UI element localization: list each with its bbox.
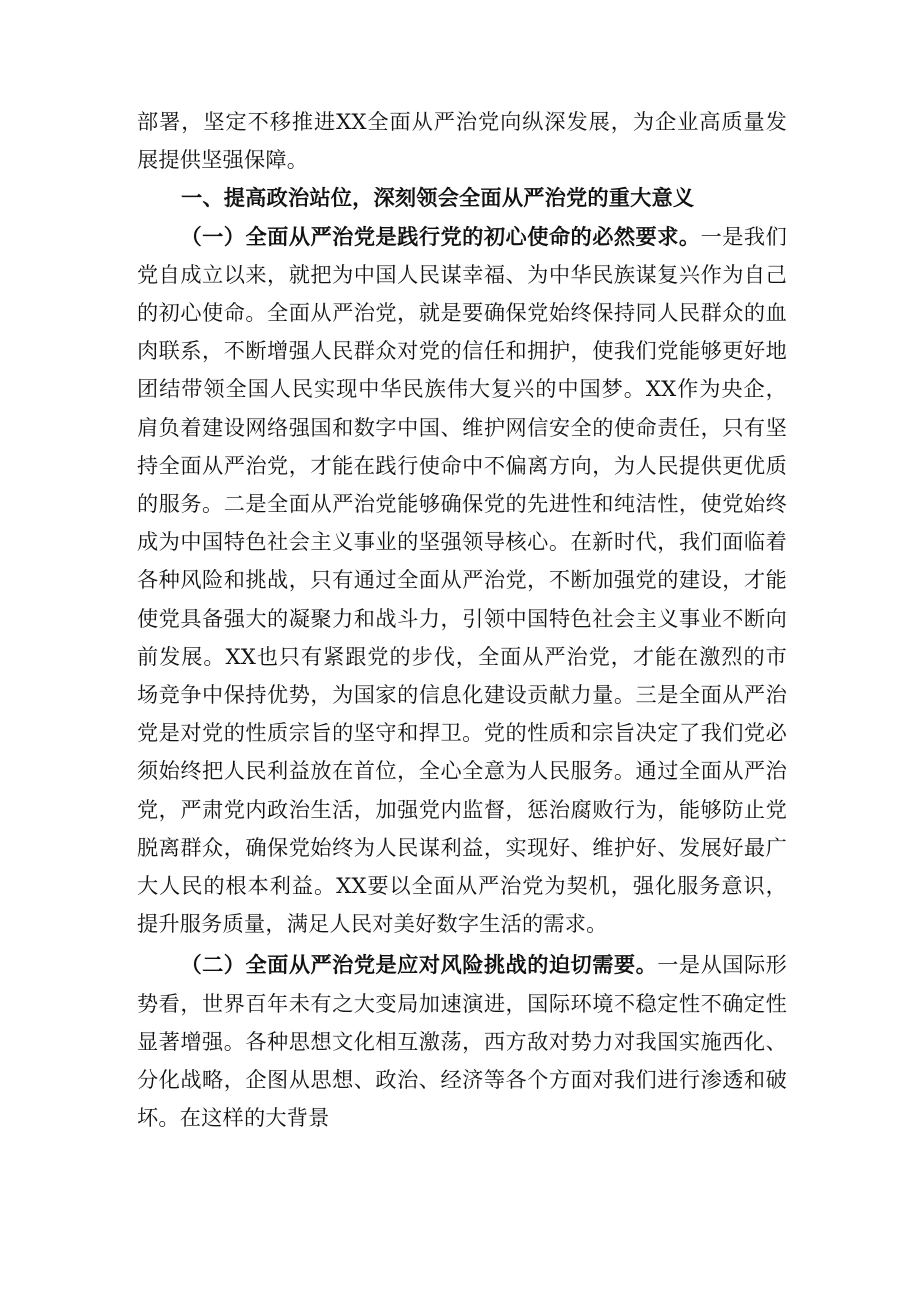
- subsection-1-paragraph: [137, 218, 787, 944]
- subsection-1-lead: （一）全面从严治党是践行党的初心使命的必然要求。: [180, 223, 701, 249]
- section-heading-1: 一、提高政治站位，深刻领会全面从严治党的重大意义: [181, 185, 695, 211]
- subsection-2-paragraph: [137, 946, 787, 1137]
- subsection-2-lead: （二）全面从严治党是应对风险挑战的迫切需要。: [180, 952, 658, 978]
- subsection-2-body: 一是从国际形势看，世界百年未有之大变局加速演进，国际环境不稳定性不确定性显著增强。各种思想文化相互激荡，西方敌对势力对我国实施西化、分化战略，企图从思想、政治、经济等各个方面对我们进行渗透和破坏。在这样的大背景: [137, 952, 787, 1131]
- intro-paragraph: 部署，坚定不移推进XX全面从严治党向纵深发展，为企业高质量发展提供坚强保障。: [137, 109, 787, 173]
- subsection-1-body: 一是我们党自成立以来，就把为中国人民谋幸福、为中华民族谋复兴作为自己的初心使命。全面从严治党，就是要确保党始终保持同人民群众的血肉联系，不断增强人民群众对党的信任和拥护，使我们党能够更好地团结带领全国人民实现中华民族伟大复兴的中国梦。XX作为央企，肩负着建设网络强国和数字中国、维护网信安全的使命责任，只有坚持全面从严治党，才能在践行使命中不偏离方向，为人民提供更优质的服务。二是全面从严治党能够确保党的先进性和纯洁性，使党始终成为中国特色社会主义事业的坚强领导核心。在新时代，我们面临着各种风险和挑战，只有通过全面从严治党，不断加强党的建设，才能使党具备强大的凝聚力和战斗力，引领中国特色社会主义事业不断向前发展。XX也只有紧跟党的步伐，全面从严治党，才能在激烈的市场竞争中保持优势，为国家的信息化建设贡献力量。三是全面从严治党是对党的性质宗旨的坚守和捍卫。党的性质和宗旨决定了我们党必须始终把人民利益放在首位，全心全意为人民服务。通过全面从严治党，严肃党内政治生活，加强党内监督，惩治腐败行为，能够防止党脱离群众，确保党始终为人民谋利益，实现好、维护好、发展好最广大人民的根本利益。XX要以全面从严治党为契机，强化服务意识，提升服务质量，满足人民对美好数字生活的需求。: [137, 223, 787, 937]
